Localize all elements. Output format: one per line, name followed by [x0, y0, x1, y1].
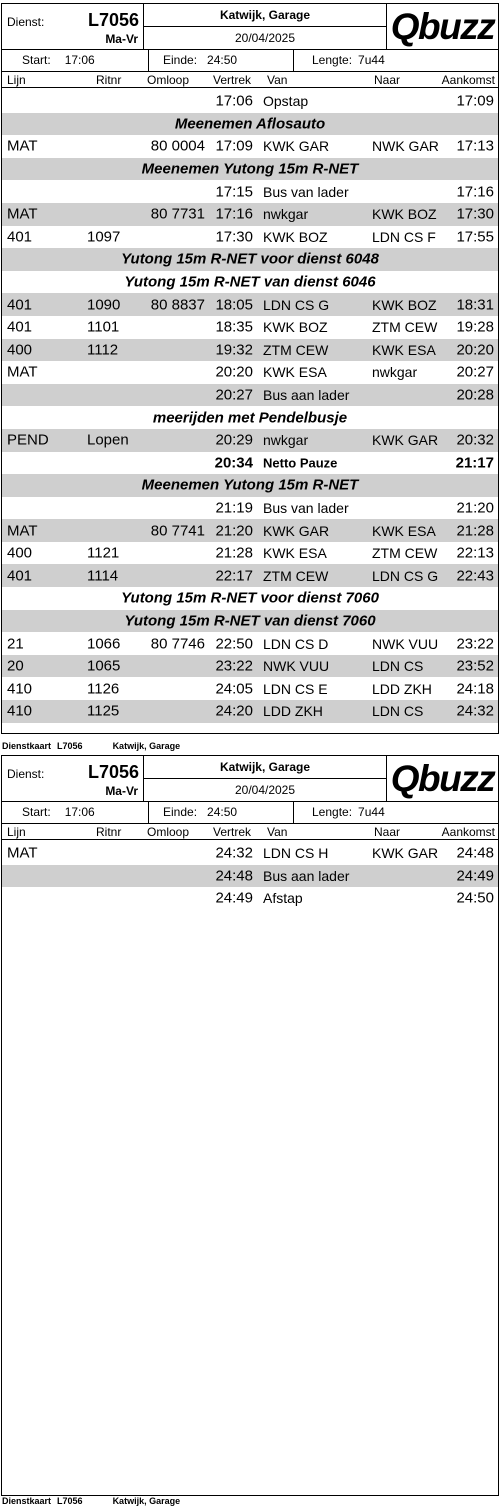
dienstkaart-page-2 — [1, 755, 499, 1496]
cell-aankomst: 21:20 — [456, 499, 494, 517]
start-value: 17:06 — [64, 805, 95, 819]
trip-list — [2, 842, 498, 910]
column-header — [2, 72, 498, 88]
trip-list — [2, 90, 498, 723]
dienst-days: Ma-Vr — [105, 784, 138, 798]
cell-aankomst: 21:17 — [455, 454, 494, 472]
cell-van: Afstap — [263, 890, 303, 907]
page-header — [2, 756, 498, 802]
trip-row — [2, 564, 498, 587]
cell-ritnr: 1125 — [87, 702, 120, 720]
cell-aankomst: 24:18 — [456, 680, 494, 698]
cell-naar: KWK BOZ — [372, 206, 437, 223]
col-van: Van — [267, 825, 288, 839]
cell-aankomst: 22:13 — [456, 544, 494, 562]
section-title: Yutong 15m R-NET voor dienst 7060 — [121, 589, 379, 607]
cell-van: KWK BOZ — [263, 319, 328, 336]
section-title-row — [2, 113, 498, 136]
cell-lijn: PEND — [7, 431, 49, 449]
cell-vertrek: 19:32 — [215, 341, 253, 359]
cell-van: KWK ESA — [263, 545, 327, 562]
cell-naar: KWK GAR — [372, 845, 439, 862]
cell-ritnr: Lopen — [87, 431, 129, 449]
col-lijn: Lijn — [7, 73, 26, 87]
lengte-label: Lengte: — [312, 53, 353, 67]
cell-naar: NWK VUU — [372, 635, 439, 652]
lengte-cell — [294, 50, 498, 71]
section-title: Meenemen Aflosauto — [174, 115, 326, 133]
col-omloop: Omloop — [147, 73, 190, 87]
cell-aankomst: 23:52 — [456, 657, 494, 675]
cell-naar: KWK ESA — [372, 341, 436, 358]
location: Katwijk, Garage — [144, 4, 386, 27]
cell-aankomst: 18:31 — [456, 296, 494, 314]
section-title-row — [2, 158, 498, 181]
cell-vertrek: 20:34 — [214, 454, 253, 472]
footer-label: Dienstkaart — [2, 741, 52, 751]
page-header — [2, 4, 498, 50]
cell-vertrek: 17:30 — [215, 228, 253, 246]
cell-naar: KWK ESA — [372, 522, 436, 539]
cell-van: KWK GAR — [263, 138, 330, 155]
section-title: Meenemen Yutong 15m R-NET — [141, 160, 359, 178]
cell-ritnr: 1126 — [87, 680, 120, 698]
cell-van: LDN CS H — [263, 845, 329, 862]
trip-row — [2, 361, 498, 384]
cell-naar: LDN CS F — [372, 228, 436, 245]
dienst-cell — [2, 756, 144, 801]
einde-cell — [149, 50, 294, 71]
cell-vertrek: 22:17 — [215, 567, 253, 585]
cell-naar: ZTM CEW — [372, 319, 438, 336]
cell-aankomst: 24:32 — [456, 702, 494, 720]
col-lijn: Lijn — [7, 825, 26, 839]
cell-aankomst: 17:55 — [456, 228, 494, 246]
cell-aankomst: 20:27 — [456, 363, 494, 381]
section-title-row — [2, 406, 498, 429]
cell-lijn: MAT — [7, 363, 38, 381]
pause-row — [2, 452, 498, 475]
dienst-days: Ma-Vr — [105, 32, 138, 46]
lengte-label: Lengte: — [312, 805, 353, 819]
cell-van: ZTM CEW — [263, 567, 329, 584]
footer-label: Dienstkaart — [2, 1496, 52, 1506]
col-ritnr: Ritnr — [96, 73, 122, 87]
cell-naar: ZTM CEW — [372, 545, 438, 562]
cell-vertrek: 21:19 — [215, 499, 253, 517]
location-date-cell — [144, 756, 387, 801]
col-ritnr: Ritnr — [96, 825, 122, 839]
cell-vertrek: 18:05 — [215, 296, 253, 314]
section-title-row — [2, 474, 498, 497]
cell-naar: LDD ZKH — [372, 680, 432, 697]
cell-van: Netto Pauze — [263, 455, 338, 471]
cell-aankomst: 24:48 — [456, 844, 494, 862]
section-title-row — [2, 248, 498, 271]
date: 20/04/2025 — [234, 783, 296, 797]
section-title-row — [2, 587, 498, 610]
cell-van: ZTM CEW — [263, 341, 329, 358]
cell-van: nwkgar — [263, 206, 309, 223]
cell-aankomst: 17:30 — [456, 205, 494, 223]
cell-van: LDN CS E — [263, 680, 328, 697]
trip-row — [2, 384, 498, 407]
cell-omloop: 80 7741 — [150, 522, 205, 540]
trip-row — [2, 90, 498, 113]
cell-van: NWK VUU — [263, 658, 330, 675]
cell-ritnr: 1112 — [87, 341, 119, 359]
cell-ritnr: 1114 — [87, 567, 119, 585]
cell-omloop: 80 7731 — [150, 205, 205, 223]
trip-row — [2, 180, 498, 203]
times-bar — [2, 50, 498, 72]
section-title: Yutong 15m R-NET van dienst 7060 — [124, 612, 376, 630]
cell-aankomst: 22:43 — [456, 567, 494, 585]
cell-vertrek: 21:20 — [215, 522, 253, 540]
trip-row — [2, 632, 498, 655]
cell-vertrek: 24:32 — [215, 844, 253, 862]
cell-van: KWK GAR — [263, 522, 330, 539]
cell-ritnr: 1097 — [87, 228, 121, 246]
cell-lijn: 21 — [7, 635, 24, 653]
section-title-row — [2, 271, 498, 294]
cell-vertrek: 21:28 — [215, 544, 253, 562]
section-title: Yutong 15m R-NET voor dienst 6048 — [121, 250, 379, 268]
cell-lijn: 400 — [7, 544, 33, 562]
cell-ritnr: 1066 — [87, 635, 121, 653]
col-aankomst: Aankomst — [441, 73, 495, 87]
location: Katwijk, Garage — [144, 756, 386, 779]
footer-code: L7056 — [57, 741, 83, 751]
cell-van: LDD ZKH — [263, 703, 323, 720]
section-title: Yutong 15m R-NET van dienst 6046 — [124, 273, 376, 291]
cell-aankomst: 23:22 — [456, 635, 494, 653]
lengte-cell — [294, 802, 498, 823]
cell-aankomst: 20:28 — [456, 386, 494, 404]
cell-van: KWK ESA — [263, 364, 327, 381]
col-aankomst: Aankomst — [441, 825, 495, 839]
cell-vertrek: 20:29 — [215, 431, 253, 449]
col-omloop: Omloop — [147, 825, 190, 839]
cell-vertrek: 22:50 — [215, 635, 253, 653]
cell-naar: NWK GAR — [372, 138, 439, 155]
trip-row — [2, 519, 498, 542]
cell-lijn: 410 — [7, 680, 33, 698]
col-van: Van — [267, 73, 288, 87]
start-cell — [2, 50, 149, 71]
column-header — [2, 824, 498, 840]
cell-ritnr: 1065 — [87, 657, 121, 675]
cell-lijn: 401 — [7, 296, 33, 314]
cell-omloop: 80 7746 — [150, 635, 205, 653]
einde-value: 24:50 — [207, 805, 238, 819]
trip-row — [2, 339, 498, 362]
cell-naar: LDN CS — [372, 703, 424, 720]
footer-code: L7056 — [57, 1496, 83, 1506]
cell-van: Bus aan lader — [263, 387, 350, 404]
location-date-cell — [144, 4, 387, 49]
cell-van: Bus van lader — [263, 183, 349, 200]
qbuzz-logo — [387, 756, 498, 801]
cell-vertrek: 17:16 — [215, 205, 253, 223]
cell-aankomst: 17:09 — [456, 92, 494, 110]
footer-location: Katwijk, Garage — [112, 1496, 181, 1506]
cell-lijn: 401 — [7, 228, 33, 246]
section-title: meerijden met Pendelbusje — [152, 409, 348, 427]
trip-row — [2, 135, 498, 158]
footer-location: Katwijk, Garage — [112, 741, 181, 751]
dienst-label: Dienst: — [7, 15, 45, 29]
col-naar: Naar — [374, 825, 401, 839]
start-cell — [2, 802, 149, 823]
cell-aankomst: 17:13 — [456, 137, 494, 155]
cell-vertrek: 18:35 — [215, 318, 253, 336]
einde-cell — [149, 802, 294, 823]
cell-lijn: MAT — [7, 205, 38, 223]
cell-van: Opstap — [263, 93, 309, 110]
cell-omloop: 80 8837 — [150, 296, 205, 314]
trip-row — [2, 542, 498, 565]
cell-aankomst: 20:32 — [456, 431, 494, 449]
cell-naar: KWK BOZ — [372, 296, 437, 313]
cell-van: nwkgar — [263, 432, 309, 449]
trip-row — [2, 865, 498, 888]
cell-aankomst: 20:20 — [456, 341, 494, 359]
cell-vertrek: 17:09 — [215, 137, 253, 155]
qbuzz-logo — [387, 4, 498, 49]
cell-van: LDN CS D — [263, 635, 329, 652]
trip-row — [2, 497, 498, 520]
cell-lijn: 20 — [7, 657, 24, 675]
cell-lijn: 410 — [7, 702, 33, 720]
einde-label: Einde: — [163, 53, 198, 67]
cell-vertrek: 23:22 — [215, 657, 253, 675]
cell-van: KWK BOZ — [263, 228, 328, 245]
date: 20/04/2025 — [234, 31, 296, 45]
col-vertrek: Vertrek — [213, 825, 252, 839]
page-footer — [2, 741, 180, 751]
cell-aankomst: 19:28 — [456, 318, 494, 336]
trip-row — [2, 226, 498, 249]
cell-lijn: MAT — [7, 844, 38, 862]
einde-value: 24:50 — [207, 53, 238, 67]
col-naar: Naar — [374, 73, 401, 87]
cell-ritnr: 1090 — [87, 296, 121, 314]
cell-ritnr: 1121 — [87, 544, 120, 562]
cell-vertrek: 17:15 — [215, 183, 253, 201]
trip-row — [2, 677, 498, 700]
cell-lijn: MAT — [7, 137, 38, 155]
cell-vertrek: 24:20 — [215, 702, 253, 720]
lengte-value: 7u44 — [358, 53, 385, 67]
page-footer — [2, 1496, 180, 1506]
cell-vertrek: 24:05 — [215, 680, 253, 698]
cell-aankomst: 21:28 — [456, 522, 494, 540]
trip-row — [2, 293, 498, 316]
lengte-value: 7u44 — [358, 805, 385, 819]
section-title-row — [2, 610, 498, 633]
cell-naar: LDN CS — [372, 658, 424, 675]
dienstkaart-page-1 — [1, 3, 499, 734]
cell-naar: KWK GAR — [372, 432, 439, 449]
section-title: Meenemen Yutong 15m R-NET — [141, 476, 359, 494]
cell-vertrek: 17:06 — [215, 92, 253, 110]
cell-naar: nwkgar — [372, 364, 418, 381]
start-value: 17:06 — [64, 53, 95, 67]
cell-lijn: 401 — [7, 567, 33, 585]
cell-naar: LDN CS G — [372, 567, 439, 584]
cell-lijn: MAT — [7, 522, 38, 540]
trip-row — [2, 842, 498, 865]
trip-row — [2, 316, 498, 339]
logo-text: Qbuzz — [390, 758, 495, 799]
einde-label: Einde: — [163, 805, 198, 819]
cell-omloop: 80 0004 — [150, 137, 205, 155]
start-label: Start: — [22, 805, 51, 819]
logo-text: Qbuzz — [390, 6, 495, 47]
trip-row — [2, 655, 498, 678]
dienst-code: L7056 — [87, 10, 139, 30]
start-label: Start: — [22, 53, 51, 67]
cell-vertrek: 24:48 — [215, 867, 253, 885]
trip-row — [2, 203, 498, 226]
cell-aankomst: 24:49 — [456, 867, 494, 885]
cell-van: Bus van lader — [263, 499, 349, 516]
trip-row — [2, 700, 498, 723]
dienst-label: Dienst: — [7, 767, 45, 781]
cell-ritnr: 1101 — [87, 318, 120, 336]
cell-van: Bus aan lader — [263, 867, 350, 884]
cell-aankomst: 24:50 — [456, 889, 494, 907]
col-vertrek: Vertrek — [213, 73, 252, 87]
cell-vertrek: 24:49 — [215, 889, 253, 907]
cell-lijn: 401 — [7, 318, 33, 336]
cell-aankomst: 17:16 — [456, 183, 494, 201]
cell-lijn: 400 — [7, 341, 33, 359]
cell-van: LDN CS G — [263, 296, 330, 313]
dienst-cell — [2, 4, 144, 49]
cell-vertrek: 20:20 — [215, 363, 253, 381]
dienst-code: L7056 — [87, 762, 139, 782]
cell-vertrek: 20:27 — [215, 386, 253, 404]
trip-row — [2, 887, 498, 910]
times-bar — [2, 802, 498, 824]
trip-row — [2, 429, 498, 452]
